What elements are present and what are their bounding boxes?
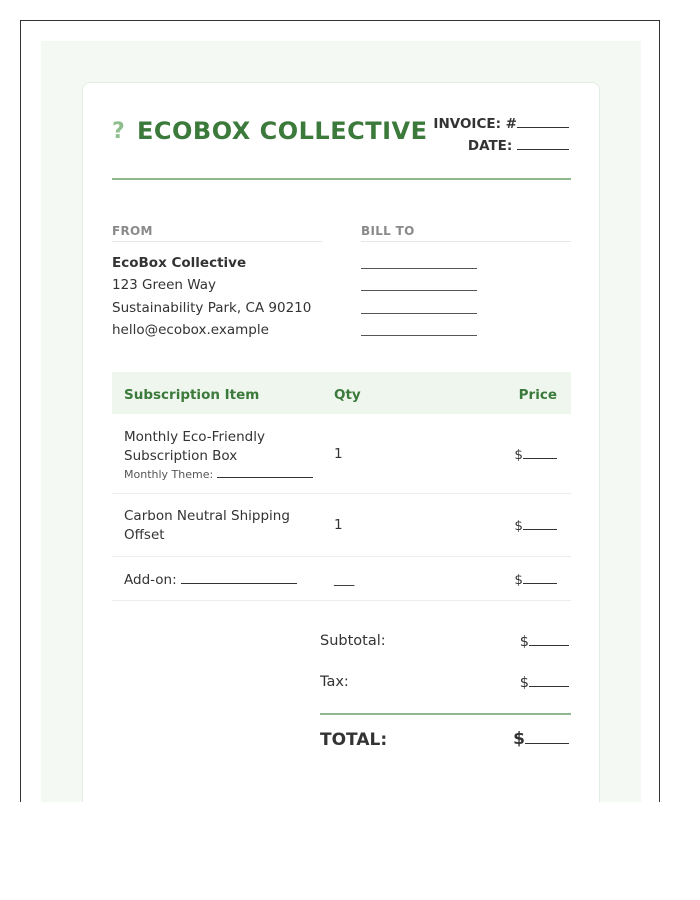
invoice-date — [468, 138, 569, 154]
bill-to-line-3[interactable] — [361, 313, 477, 314]
invoice-date-label: DATE: — [467, 138, 513, 154]
bill-to-line-2[interactable] — [361, 290, 477, 291]
price-blank[interactable] — [523, 571, 557, 584]
subtotal-currency: $ — [519, 634, 529, 650]
tax-value — [520, 674, 569, 691]
from-email: hello@ecobox.example — [112, 322, 269, 338]
item-qty: ___ — [334, 571, 355, 587]
logo-icon: ? — [112, 119, 125, 144]
total-divider — [320, 713, 571, 715]
price-blank[interactable] — [523, 517, 557, 530]
addon-blank[interactable] — [181, 571, 297, 584]
row-divider — [112, 493, 571, 494]
from-address-line-2: Sustainability Park, CA 90210 — [112, 300, 312, 316]
price-currency: $ — [514, 572, 523, 588]
item-name-line-1: Monthly Eco-Friendly — [124, 429, 265, 445]
price-currency: $ — [514, 518, 523, 534]
from-company-name: EcoBox Collective — [112, 255, 247, 271]
item-name-line-2: Subscription Box — [124, 448, 238, 464]
price-blank[interactable] — [523, 446, 557, 459]
total-label: TOTAL: — [320, 730, 388, 750]
item-qty: 1 — [334, 446, 343, 462]
monthly-theme-label: Monthly Theme: — [124, 468, 214, 481]
column-header-qty: Qty — [334, 387, 361, 403]
subtotal-label: Subtotal: — [320, 633, 386, 649]
total-blank[interactable] — [525, 729, 569, 744]
invoice-number — [433, 116, 569, 132]
price-currency: $ — [514, 447, 523, 463]
item-name-line-2: Offset — [124, 527, 165, 543]
total-value — [513, 729, 569, 749]
item-name-line-1: Carbon Neutral Shipping — [124, 508, 290, 524]
tax-blank[interactable] — [529, 674, 569, 687]
from-divider — [112, 241, 322, 242]
bill-to-line-4[interactable] — [361, 335, 477, 336]
row-divider — [112, 600, 571, 601]
column-header-item: Subscription Item — [124, 387, 260, 403]
monthly-theme-blank[interactable] — [217, 467, 313, 478]
total-currency: $ — [513, 729, 525, 749]
from-label: FROM — [112, 224, 153, 238]
addon-label: Add-on: — [124, 572, 177, 588]
bill-to-line-1[interactable] — [361, 268, 477, 269]
column-header-price: Price — [518, 387, 557, 403]
header-divider — [112, 178, 571, 180]
item-price — [514, 446, 557, 463]
monthly-theme-field — [124, 467, 313, 481]
from-address-line-1: 123 Green Way — [112, 277, 216, 293]
subtotal-value — [520, 633, 569, 650]
tax-currency: $ — [519, 675, 529, 691]
invoice-card — [82, 82, 600, 802]
item-qty: 1 — [334, 517, 343, 533]
invoice-number-blank[interactable] — [517, 117, 569, 128]
item-price — [514, 571, 557, 588]
tax-label: Tax: — [320, 674, 349, 690]
subtotal-blank[interactable] — [529, 633, 569, 646]
brand-name: ECOBOX COLLECTIVE — [137, 117, 428, 145]
bill-to-label: BILL TO — [361, 224, 415, 238]
item-price — [514, 517, 557, 534]
invoice-date-blank[interactable] — [517, 139, 569, 150]
bill-to-divider — [361, 241, 571, 242]
invoice-number-label: INVOICE: # — [433, 116, 517, 132]
addon-field — [124, 571, 297, 588]
row-divider — [112, 556, 571, 557]
